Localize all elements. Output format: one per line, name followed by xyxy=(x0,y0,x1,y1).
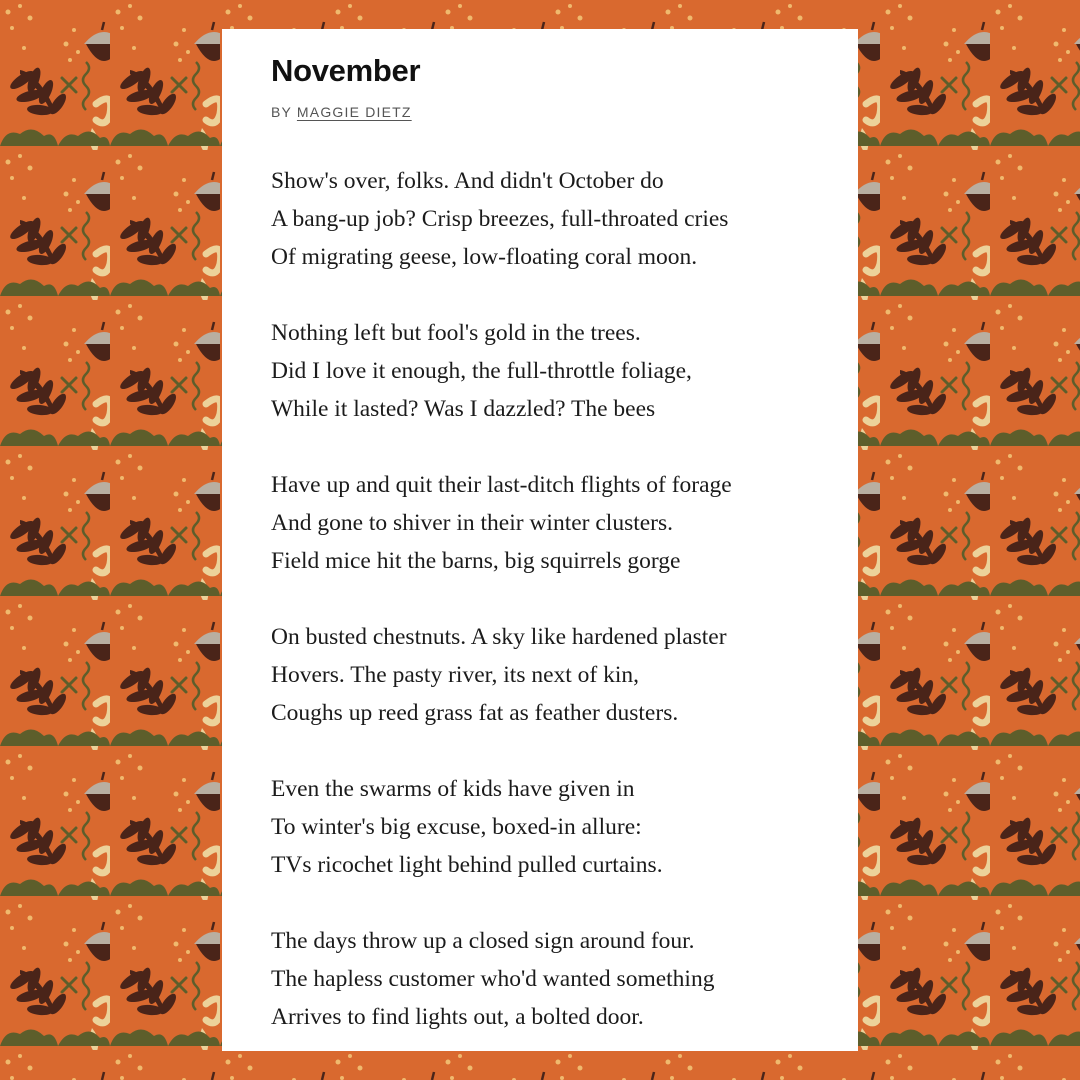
poem-line: TVs ricochet light behind pulled curtains. xyxy=(271,852,663,878)
stanza xyxy=(271,466,858,580)
poem-line: To winter's big excuse, boxed-in allure: xyxy=(271,814,642,840)
poem-line: A bang-up job? Crisp breezes, full-throated cries xyxy=(271,206,729,232)
poem-line: Of migrating geese, low-floating coral moon. xyxy=(271,244,698,270)
stanza xyxy=(271,314,858,428)
poem-body xyxy=(271,162,858,1036)
stanza xyxy=(271,922,858,1036)
poem-line: And gone to shiver in their winter clusters. xyxy=(271,510,674,536)
poem-line: On busted chestnuts. A sky like hardened plaster xyxy=(271,624,727,650)
poem-line: The days throw up a closed sign around four. xyxy=(271,928,695,954)
poem-line: Coughs up reed grass fat as feather dusters. xyxy=(271,700,679,726)
stanza xyxy=(271,618,858,732)
poem-line: Even the swarms of kids have given in xyxy=(271,776,635,802)
byline-prefix: BY xyxy=(271,104,292,120)
poem-line: While it lasted? Was I dazzled? The bees xyxy=(271,396,656,422)
byline xyxy=(271,103,858,121)
poem-line: Field mice hit the barns, big squirrels gorge xyxy=(271,548,681,574)
poem-line: Show's over, folks. And didn't October do xyxy=(271,168,664,194)
poem-title: November xyxy=(271,53,421,88)
poem-line: Hovers. The pasty river, its next of kin, xyxy=(271,662,640,688)
author-link[interactable]: MAGGIE DIETZ xyxy=(296,104,412,120)
poem-card xyxy=(222,29,858,1051)
poem-line: Did I love it enough, the full-throttle foliage, xyxy=(271,358,692,384)
poem-line: Arrives to find lights out, a bolted door. xyxy=(271,1004,644,1030)
poem-line: Nothing left but fool's gold in the trees. xyxy=(271,320,641,346)
stanza xyxy=(271,770,858,884)
poem-line: The hapless customer who'd wanted something xyxy=(271,966,715,992)
stanza xyxy=(271,162,858,276)
poem-line: Have up and quit their last-ditch flights of forage xyxy=(271,472,732,498)
